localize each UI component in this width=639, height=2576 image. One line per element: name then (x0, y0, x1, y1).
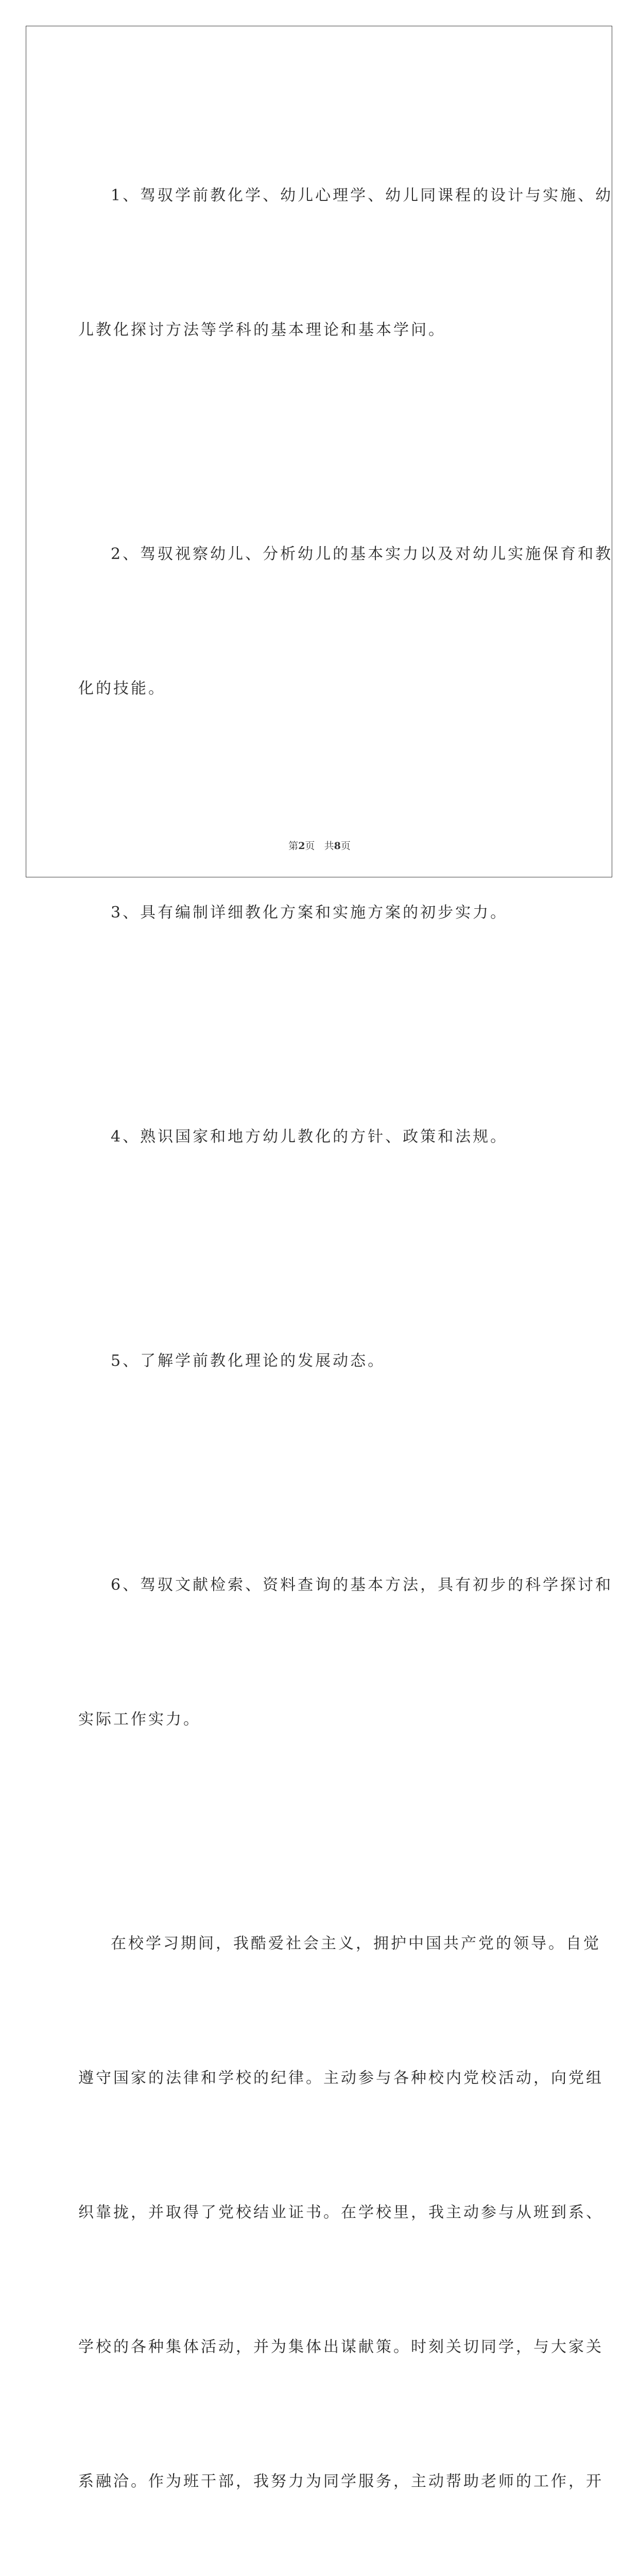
paragraph-7 (78, 1832, 603, 2576)
page-number-footer (0, 838, 639, 852)
text-line: 化的技能。 (78, 680, 166, 698)
paragraph-3 (78, 801, 562, 1025)
current-page-number: 2 (298, 840, 305, 852)
paragraph-5 (78, 1249, 562, 1473)
text-line: 6、驾驭文献检索、资料查询的基本方法，具有初步的科学探讨和 (111, 1576, 613, 1594)
document-body (78, 83, 613, 2576)
text-line: 1、驾驭学前教化学、幼儿心理学、幼儿同课程的设计与实施、幼 (111, 187, 613, 205)
text-line: 织靠拢，并取得了党校结业证书。在学校里，我主动参与从班到系、 (78, 2204, 603, 2222)
text-line: 儿教化探讨方法等学科的基本理论和基本学问。 (78, 321, 446, 339)
total-page-count: 8 (334, 840, 341, 852)
text-line: 实际工作实力。 (78, 1710, 201, 1728)
paragraph-2 (78, 442, 613, 801)
paragraph-1 (78, 83, 613, 442)
footer-prefix: 第 (288, 840, 299, 852)
text-line: 学校的各种集体活动，并为集体出谋献策。时刻关切同学，与大家关 (78, 2338, 603, 2356)
footer-total-prefix: 共 (324, 840, 334, 852)
paragraph-6 (78, 1473, 613, 1832)
text-line: 2、驾驭视察幼儿、分析幼儿的基本实力以及对幼儿实施保育和教 (111, 545, 613, 563)
text-line: 系融洽。作为班干部，我努力为同学服务，主动帮助老师的工作，开 (78, 2472, 603, 2490)
text-line: 在校学习期间，我酷爱社会主义，拥护中国共产党的领导。自觉 (111, 1935, 601, 1953)
text-line: 遵守国家的法律和学校的纪律。主动参与各种校内党校活动，向党组 (78, 2069, 603, 2087)
paragraph-4 (78, 1025, 562, 1249)
footer-total-unit: 页 (340, 840, 351, 852)
text-line: 5、了解学前教化理论的发展动态。 (111, 1352, 386, 1370)
text-line: 4、熟识国家和地方幼儿教化的方针、政策和法规。 (111, 1128, 508, 1146)
footer-page-unit: 页 (305, 840, 315, 852)
text-line: 3、具有编制详细教化方案和实施方案的初步实力。 (111, 904, 508, 922)
